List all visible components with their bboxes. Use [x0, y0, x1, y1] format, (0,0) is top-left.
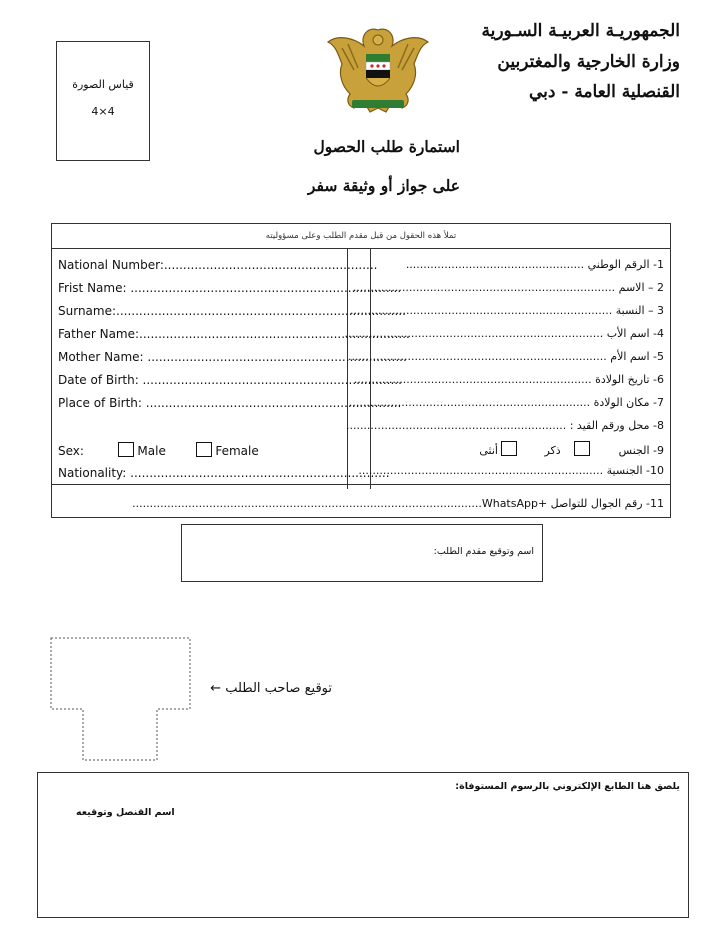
- female-label: Female: [215, 444, 259, 458]
- sex-label-en: Sex:: [58, 444, 84, 458]
- male-checkbox-ar[interactable]: [574, 441, 590, 456]
- photo-size: 4×4: [91, 105, 115, 118]
- date-of-birth-field-ar[interactable]: 6- تاريخ الولادة ....................................................................: [353, 373, 664, 386]
- header-ministry: وزارة الخارجية والمغتربين: [497, 51, 680, 72]
- applicant-signature-box[interactable]: [181, 524, 543, 582]
- stamp-instruction: يلصق هنا الطابع الإلكتروني بالرسوم المستوفاة:: [455, 781, 680, 792]
- male-label-ar: ذكر: [544, 444, 561, 457]
- national-number-field-ar[interactable]: 1- الرقم الوطني ...................................................: [405, 258, 664, 271]
- mother-name-field-ar[interactable]: 5- اسم الأم ..........................................................................: [348, 350, 664, 363]
- female-checkbox-ar[interactable]: [501, 441, 517, 456]
- photo-box: [56, 41, 150, 161]
- female-label-ar: أنثى: [479, 444, 498, 457]
- first-name-field-ar[interactable]: 2 – الاسم ...........................................................................: [352, 281, 664, 294]
- mother-name-field-en[interactable]: Mother Name: ....................................................................: [58, 350, 407, 364]
- phone-field[interactable]: 11- رقم الجوال للتواصل +WhatsApp....................................................................................................: [132, 497, 664, 510]
- application-form: [51, 223, 671, 518]
- holder-signature-area[interactable]: [50, 637, 192, 761]
- registry-field-ar[interactable]: 8- محل ورقم القيد : ...............................................................: [345, 419, 664, 432]
- holder-signature-label: توقيع صاحب الطلب ←: [210, 681, 332, 696]
- eagle-emblem-icon: [324, 24, 432, 118]
- place-of-birth-field-en[interactable]: Place of Birth: ...................................................................: [58, 396, 402, 410]
- phone-row-divider: [52, 484, 670, 485]
- consul-signature-label: اسم القنصل وتوقيعه: [76, 807, 175, 818]
- place-of-birth-field-ar[interactable]: 7- مكان الولادة .....................................................................: [348, 396, 664, 409]
- header-country: الجمهوريـة العربيـة السـورية: [481, 21, 680, 41]
- header-consulate: القنصلية العامة - دبي: [528, 82, 680, 103]
- national-number-field-en[interactable]: National Number:........................................................: [58, 258, 378, 272]
- form-note: تملأ هذه الحقول من قبل مقدم الطلب وعلى مسؤوليته: [52, 224, 670, 249]
- nationality-field-en[interactable]: Nationality: ....................................................................: [58, 466, 390, 480]
- gender-label-ar: 9- الجنس: [618, 444, 664, 457]
- nationality-field-ar[interactable]: 10- الجنسية ......................................................................: [358, 464, 664, 477]
- sex-row-en: [58, 442, 346, 458]
- surname-field-ar[interactable]: 3 – النسبة ...........................................................................: [350, 304, 664, 317]
- applicant-signature-label: اسم وتوقيع مقدم الطلب:: [433, 546, 534, 557]
- surname-field-en[interactable]: Surname:............................................................................: [58, 304, 406, 318]
- photo-label: قياس الصورة: [72, 78, 134, 91]
- stamp-box: [37, 772, 689, 918]
- first-name-field-en[interactable]: Frist Name: .......................................................................: [58, 281, 402, 295]
- male-label: Male: [137, 444, 166, 458]
- date-of-birth-field-en[interactable]: Date of Birth: ....................................................................: [58, 373, 402, 387]
- father-name-field-ar[interactable]: 4- اسم الأب ..........................................................................: [344, 327, 664, 340]
- form-title-line1: استمارة طلب الحصول: [313, 137, 460, 156]
- form-title-line2: على جواز أو وثيقة سفر: [307, 176, 460, 195]
- father-name-field-en[interactable]: Father Name:.......................................................................: [58, 327, 410, 341]
- female-checkbox[interactable]: [196, 442, 212, 457]
- gender-row-ar: [374, 441, 664, 457]
- male-checkbox[interactable]: [118, 442, 134, 457]
- header-block: [420, 22, 680, 114]
